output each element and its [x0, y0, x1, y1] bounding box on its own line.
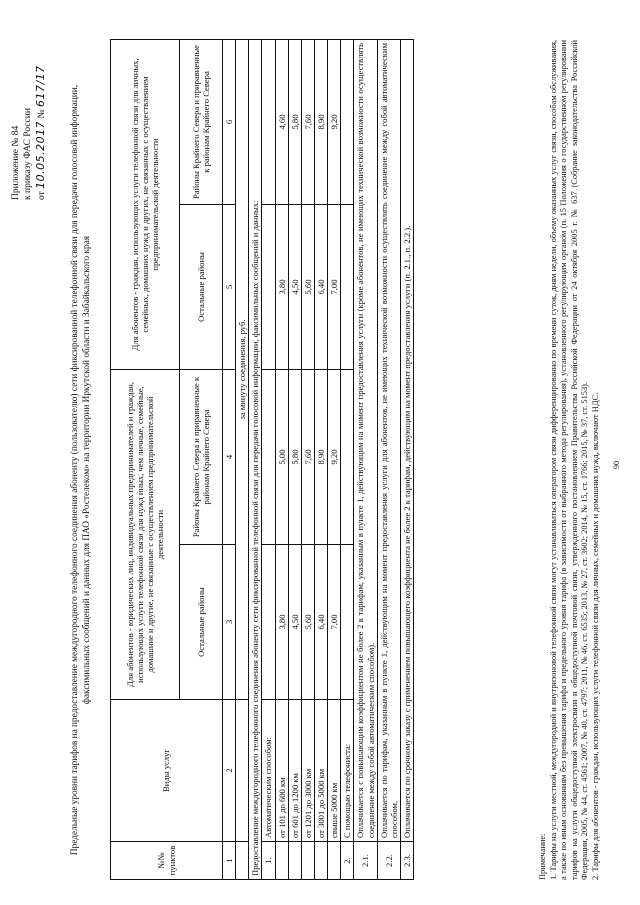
- item-number: 2.: [341, 842, 354, 880]
- column-number: 2: [223, 700, 236, 842]
- item-label: Автоматическим способом:: [262, 700, 275, 842]
- column-number: 5: [223, 204, 236, 369]
- tariff-value: 5,60: [301, 204, 314, 369]
- distance-label: от 601 до 1200 км: [288, 700, 301, 842]
- item-label: С помощью телефониста:: [341, 700, 354, 842]
- header-north-regions-1: Районы Крайнего Севера и приравненные к районам Крайнего Севера: [180, 369, 223, 544]
- tariff-value: 6,40: [314, 204, 327, 369]
- order-date: 10.05.2017: [34, 120, 48, 189]
- notes-section: [538, 40, 601, 880]
- header-service-type: Виды услуг: [111, 700, 223, 842]
- header-north-regions-2: Районы Крайнего Севера и приравненные к районам Крайнего Севера: [180, 39, 223, 204]
- header-citizen-subscribers: Для абонентов - граждан, использующих услуги телефонной связи для личных, семейных, домашних нужд и других, не связанных с осуществлением предпринимательской деятельности: [111, 39, 180, 369]
- item-text: Оплачивается по тарифам, указанным в пункте 1, действующим на момент предоставления услуги для абонентов, не имеющих технической возможности осуществлять соединение между собой автоматическим способом.: [377, 39, 400, 841]
- column-number: 6: [223, 39, 236, 204]
- item-number: 1.: [262, 842, 275, 880]
- tariff-value: 8,90: [314, 39, 327, 204]
- tariff-value: 4,50: [288, 545, 301, 700]
- column-number-row: [223, 39, 236, 879]
- table-row: [341, 39, 354, 879]
- distance-label: от 3001 до 5000 км: [314, 700, 327, 842]
- table-row: [314, 39, 327, 879]
- tariff-value: 9,20: [328, 369, 341, 544]
- tariff-value: 7,00: [328, 204, 341, 369]
- table-row: [288, 39, 301, 879]
- section-heading: Предоставление междугородного телефонного соединения абоненту сети фиксированной телефонной связи для передачи голосовой информации, факсимильных сообщений и данных:: [249, 39, 262, 879]
- appendix-number: Приложение № 84: [11, 125, 21, 200]
- order-date-line: [35, 30, 48, 200]
- tariff-value: 3,80: [275, 545, 288, 700]
- unit-row: за минуту соединения, руб.: [236, 39, 249, 699]
- column-number: 4: [223, 369, 236, 544]
- table-row: [262, 39, 275, 879]
- tariff-value: 7,60: [301, 369, 314, 544]
- distance-label: от 1201 до 3000 км: [301, 700, 314, 842]
- tariff-value: 7,00: [328, 545, 341, 700]
- header-other-regions-2: Остальные районы: [180, 204, 223, 369]
- tariff-value: 5,60: [301, 545, 314, 700]
- item-text: Оплачивается по срочному заказу с применением повышающего коэффициента не более 2 к тарифам, действующим на момент предоставления услуги (п. 2.1., п. 2.2.).: [400, 39, 413, 841]
- item-number: 2.3.: [400, 842, 413, 880]
- tariff-value: 4,50: [288, 204, 301, 369]
- tariff-value: 3,80: [275, 204, 288, 369]
- header-other-regions-1: Остальные районы: [180, 545, 223, 700]
- tariff-value: 7,60: [301, 39, 314, 204]
- table-row: [400, 39, 413, 879]
- table-row: [377, 39, 400, 879]
- appendix-header: [10, 30, 50, 200]
- tariff-table: [110, 39, 414, 880]
- header-business-subscribers: Для абонентов - юридических лиц, индивидуальных предпринимателей и граждан, использующих услуги телефонной связи для нужд иных, чем личные, семейные, домашние и другие, не связанные с осуществлением предпринимательской деятельности: [111, 369, 180, 699]
- item-number: 2.2.: [377, 842, 400, 880]
- item-number: 2.1.: [354, 842, 377, 880]
- document-title: Предельные уровни тарифов на предоставление междугородного телефонного соединения абоненту (пользователю) сети фиксированной телефонной связи для передачи голосовой информации, факсимильных сообщений и данных для ПАО «Ростелеком» на территории Иркутской области и Забайкальского края: [70, 84, 92, 856]
- number-prefix: №: [37, 109, 48, 119]
- item-text: Оплачивается с повышающим коэффициентом не более 2 к тарифам, указанным в пункте 1, действующим на момент предоставления услуги (кроме абонентов, не имеющих технической возможности осуществлять соединение между собой автоматическим способом).: [354, 39, 377, 841]
- header-item-number: №№ пунктов: [111, 842, 223, 880]
- column-number: 3: [223, 545, 236, 700]
- table-row: [328, 39, 341, 879]
- tariff-value: 4,60: [275, 39, 288, 204]
- tariff-value: 5,80: [288, 39, 301, 204]
- note-1: 1. Тарифы на услуги местной, междугородной и внутризоновой телефонной связи могут устанавливаться оператором связи дифференцированно по времени суток, дням недели, объему оказанных услуг связи, способам обслуживания, а также по иным основаниям без превышения тарифа и предельного уровня тарифа (в зависимости от выбранного метода регулирования), установленного регулирующим органом (п. 15 Положения о государственном регулировании тарифов на услуги общедоступной электросвязи и общедоступной почтовой связи, утвержденного постановлением Правительства Российской Федерации от 24 октября 2005 г. № 637 (Собрание законодательства Российской Федерации, 2005, № 44, ст. 4561; 2007, № 40, ст. 4797; 2011, № 46, ст. 6535; 2013, № 27, ст. 3602; 2014, № 15, ст. 1766; 2015, № 37, ст. 5153).: [548, 40, 589, 880]
- distance-label: свыше 5000 км: [328, 700, 341, 842]
- tariff-value: 8,90: [314, 369, 327, 544]
- tariff-value: 5,00: [275, 369, 288, 544]
- note-2: 2. Тарифы для абонентов - граждан, использующих услуги телефонной связи для личных, семейных и домашних нужд, включают НДС.: [590, 392, 600, 880]
- table-row: [301, 39, 314, 879]
- page-number: 90: [612, 461, 621, 469]
- tariff-value: 5,80: [288, 369, 301, 544]
- notes-heading: Примечание:: [538, 833, 547, 880]
- tariff-value: 6,40: [314, 545, 327, 700]
- order-reference: к приказу ФАС России: [23, 108, 34, 200]
- order-number: 617/17: [34, 65, 48, 108]
- table-row: [275, 39, 288, 879]
- tariff-value: 9,20: [328, 39, 341, 204]
- date-prefix: от: [37, 191, 48, 200]
- column-number: 1: [223, 842, 236, 880]
- table-row: [354, 39, 377, 879]
- distance-label: от 101 до 600 км: [275, 700, 288, 842]
